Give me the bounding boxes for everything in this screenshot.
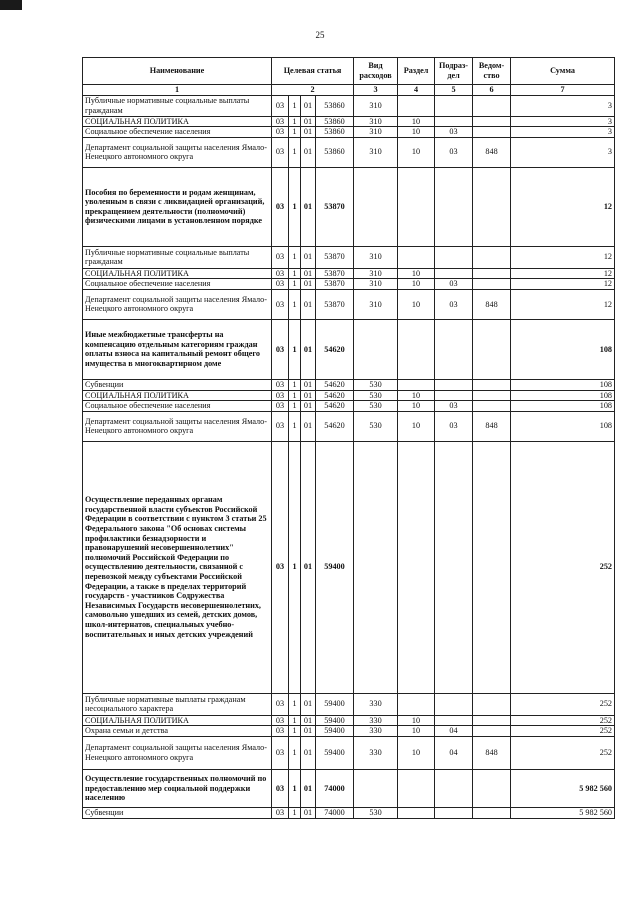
sum-cell: 5 982 560 bbox=[511, 769, 615, 807]
table-row bbox=[83, 769, 615, 807]
target-code-subprogram: 1 bbox=[289, 379, 301, 390]
sum-cell: 12 bbox=[511, 279, 615, 290]
target-code-direction: 53860 bbox=[316, 95, 354, 116]
section-cell: 10 bbox=[398, 390, 435, 401]
target-code-direction: 53870 bbox=[316, 268, 354, 279]
row-name: Социальное обеспечение населения bbox=[83, 127, 272, 138]
expense-type-cell: 530 bbox=[354, 411, 398, 441]
department-cell bbox=[473, 116, 511, 127]
row-name: Департамент социальной защиты населения Ямало-Ненецкого автономного округа bbox=[83, 289, 272, 319]
row-name: Пособия по беременности и родам женщинам, уволенным в связи с ликвидацией организаций, прекращением деятельности (полномочий) физическими лицами в установленном порядке bbox=[83, 167, 272, 246]
page-number: 25 bbox=[315, 30, 325, 40]
section-cell bbox=[398, 693, 435, 715]
target-code-direction: 59400 bbox=[316, 693, 354, 715]
expense-type-cell bbox=[354, 769, 398, 807]
subsection-cell bbox=[435, 390, 473, 401]
row-name: Субвенции bbox=[83, 379, 272, 390]
section-cell bbox=[398, 167, 435, 246]
target-code-event: 01 bbox=[301, 401, 316, 412]
column-number: 1 bbox=[83, 85, 272, 96]
target-code-subprogram: 1 bbox=[289, 319, 301, 379]
subsection-cell bbox=[435, 95, 473, 116]
section-cell: 10 bbox=[398, 715, 435, 726]
row-name: СОЦИАЛЬНАЯ ПОЛИТИКА bbox=[83, 268, 272, 279]
row-name: Департамент социальной защиты населения Ямало-Ненецкого автономного округа bbox=[83, 137, 272, 167]
target-code-event: 01 bbox=[301, 246, 316, 268]
department-cell bbox=[473, 379, 511, 390]
section-cell: 10 bbox=[398, 137, 435, 167]
expense-type-cell: 310 bbox=[354, 137, 398, 167]
table-row bbox=[83, 736, 615, 769]
target-code-event: 01 bbox=[301, 807, 316, 818]
target-code-event: 01 bbox=[301, 127, 316, 138]
header-department: Ведом-ство bbox=[473, 58, 511, 85]
target-code-subprogram: 1 bbox=[289, 726, 301, 737]
budget-table bbox=[82, 57, 615, 819]
table-row bbox=[83, 279, 615, 290]
department-cell: 848 bbox=[473, 411, 511, 441]
row-name: Иные межбюджетные трансферты на компенсацию отдельным категориям граждан оплаты взноса на капитальный ремонт общего имущества в многоквартирном доме bbox=[83, 319, 272, 379]
expense-type-cell: 330 bbox=[354, 715, 398, 726]
subsection-cell bbox=[435, 807, 473, 818]
subsection-cell bbox=[435, 167, 473, 246]
target-code-direction: 53870 bbox=[316, 167, 354, 246]
section-cell: 10 bbox=[398, 411, 435, 441]
table-row bbox=[83, 319, 615, 379]
column-number: 5 bbox=[435, 85, 473, 96]
expense-type-cell: 530 bbox=[354, 379, 398, 390]
subsection-cell bbox=[435, 715, 473, 726]
target-code-subprogram: 1 bbox=[289, 736, 301, 769]
subsection-cell: 03 bbox=[435, 127, 473, 138]
target-code-event: 01 bbox=[301, 715, 316, 726]
target-code-direction: 53860 bbox=[316, 127, 354, 138]
department-cell: 848 bbox=[473, 289, 511, 319]
column-number: 4 bbox=[398, 85, 435, 96]
table-row bbox=[83, 726, 615, 737]
target-code-event: 01 bbox=[301, 379, 316, 390]
target-code-subprogram: 1 bbox=[289, 268, 301, 279]
row-name: СОЦИАЛЬНАЯ ПОЛИТИКА bbox=[83, 390, 272, 401]
expense-type-cell: 310 bbox=[354, 279, 398, 290]
target-code-subprogram: 1 bbox=[289, 127, 301, 138]
target-code-subprogram: 1 bbox=[289, 137, 301, 167]
row-name: Публичные нормативные выплаты гражданам несоциального характера bbox=[83, 693, 272, 715]
target-code-event: 01 bbox=[301, 736, 316, 769]
table-row bbox=[83, 167, 615, 246]
target-code-direction: 54620 bbox=[316, 390, 354, 401]
row-name: СОЦИАЛЬНАЯ ПОЛИТИКА bbox=[83, 116, 272, 127]
subsection-cell: 03 bbox=[435, 279, 473, 290]
target-code-subprogram: 1 bbox=[289, 715, 301, 726]
target-code-subprogram: 1 bbox=[289, 693, 301, 715]
target-code-subprogram: 1 bbox=[289, 441, 301, 693]
target-code-program: 03 bbox=[272, 137, 289, 167]
subsection-cell bbox=[435, 319, 473, 379]
target-code-program: 03 bbox=[272, 289, 289, 319]
row-name: Департамент социальной защиты населения Ямало-Ненецкого автономного округа bbox=[83, 411, 272, 441]
sum-cell: 252 bbox=[511, 693, 615, 715]
department-cell: 848 bbox=[473, 736, 511, 769]
subsection-cell: 03 bbox=[435, 401, 473, 412]
section-cell: 10 bbox=[398, 736, 435, 769]
target-code-event: 01 bbox=[301, 726, 316, 737]
header-expense-type: Вид расходов bbox=[354, 58, 398, 85]
target-code-direction: 59400 bbox=[316, 441, 354, 693]
section-cell bbox=[398, 441, 435, 693]
department-cell bbox=[473, 279, 511, 290]
target-code-direction: 54620 bbox=[316, 401, 354, 412]
department-cell bbox=[473, 319, 511, 379]
target-code-program: 03 bbox=[272, 279, 289, 290]
expense-type-cell bbox=[354, 441, 398, 693]
scan-corner-mark bbox=[0, 0, 22, 10]
row-name: Социальное обеспечение населения bbox=[83, 401, 272, 412]
subsection-cell: 03 bbox=[435, 137, 473, 167]
subsection-cell bbox=[435, 441, 473, 693]
expense-type-cell: 530 bbox=[354, 401, 398, 412]
department-cell bbox=[473, 769, 511, 807]
subsection-cell: 04 bbox=[435, 726, 473, 737]
table-row bbox=[83, 268, 615, 279]
target-code-event: 01 bbox=[301, 411, 316, 441]
target-code-event: 01 bbox=[301, 441, 316, 693]
sum-cell: 252 bbox=[511, 736, 615, 769]
expense-type-cell: 310 bbox=[354, 268, 398, 279]
expense-type-cell bbox=[354, 319, 398, 379]
target-code-direction: 53870 bbox=[316, 289, 354, 319]
section-cell bbox=[398, 769, 435, 807]
target-code-direction: 59400 bbox=[316, 736, 354, 769]
header-target-article: Целевая статья bbox=[272, 58, 354, 85]
table-row bbox=[83, 137, 615, 167]
target-code-event: 01 bbox=[301, 769, 316, 807]
department-cell bbox=[473, 390, 511, 401]
sum-cell: 12 bbox=[511, 167, 615, 246]
target-code-direction: 74000 bbox=[316, 769, 354, 807]
expense-type-cell: 310 bbox=[354, 127, 398, 138]
department-cell bbox=[473, 441, 511, 693]
target-code-program: 03 bbox=[272, 95, 289, 116]
target-code-program: 03 bbox=[272, 715, 289, 726]
subsection-cell bbox=[435, 268, 473, 279]
table-row bbox=[83, 127, 615, 138]
sum-cell: 3 bbox=[511, 137, 615, 167]
department-cell bbox=[473, 726, 511, 737]
column-number: 6 bbox=[473, 85, 511, 96]
target-code-program: 03 bbox=[272, 268, 289, 279]
row-name: Публичные нормативные социальные выплаты гражданам bbox=[83, 246, 272, 268]
column-number: 7 bbox=[511, 85, 615, 96]
section-cell: 10 bbox=[398, 726, 435, 737]
subsection-cell bbox=[435, 693, 473, 715]
subsection-cell bbox=[435, 246, 473, 268]
section-cell bbox=[398, 379, 435, 390]
table-row bbox=[83, 441, 615, 693]
target-code-program: 03 bbox=[272, 726, 289, 737]
target-code-program: 03 bbox=[272, 167, 289, 246]
expense-type-cell: 330 bbox=[354, 736, 398, 769]
sum-cell: 108 bbox=[511, 401, 615, 412]
department-cell: 848 bbox=[473, 137, 511, 167]
sum-cell: 12 bbox=[511, 289, 615, 319]
target-code-program: 03 bbox=[272, 411, 289, 441]
target-code-direction: 53860 bbox=[316, 116, 354, 127]
table-row bbox=[83, 693, 615, 715]
target-code-program: 03 bbox=[272, 807, 289, 818]
department-cell bbox=[473, 127, 511, 138]
row-name: Осуществление переданных органам государственной власти субъектов Российской Федерации в соответствии с пунктом 3 статьи 25 Федерального закона "Об основах системы профилактики безнадзорности и правонарушений несовершеннолетних" полномочий Российской Федерации по осуществлению деятельности, связанной с перевозкой между субъектами Российской Федерации, а также в пределах территорий государств - участников Содружества Независимых Государств несовершеннолетних, самовольно ушедших из семей, детских домов, школ-интернатов, специальных учебно-воспитательных и иных детских учреждений bbox=[83, 441, 272, 693]
expense-type-cell: 310 bbox=[354, 95, 398, 116]
target-code-program: 03 bbox=[272, 127, 289, 138]
section-cell: 10 bbox=[398, 268, 435, 279]
department-cell bbox=[473, 246, 511, 268]
target-code-event: 01 bbox=[301, 268, 316, 279]
row-name: СОЦИАЛЬНАЯ ПОЛИТИКА bbox=[83, 715, 272, 726]
target-code-subprogram: 1 bbox=[289, 167, 301, 246]
sum-cell: 3 bbox=[511, 127, 615, 138]
department-cell bbox=[473, 401, 511, 412]
target-code-direction: 54620 bbox=[316, 319, 354, 379]
row-name: Публичные нормативные социальные выплаты гражданам bbox=[83, 95, 272, 116]
target-code-program: 03 bbox=[272, 736, 289, 769]
table-row bbox=[83, 715, 615, 726]
section-cell: 10 bbox=[398, 289, 435, 319]
target-code-subprogram: 1 bbox=[289, 401, 301, 412]
expense-type-cell: 530 bbox=[354, 390, 398, 401]
section-cell bbox=[398, 95, 435, 116]
target-code-subprogram: 1 bbox=[289, 289, 301, 319]
row-name: Субвенции bbox=[83, 807, 272, 818]
target-code-subprogram: 1 bbox=[289, 279, 301, 290]
target-code-subprogram: 1 bbox=[289, 390, 301, 401]
department-cell bbox=[473, 268, 511, 279]
target-code-subprogram: 1 bbox=[289, 807, 301, 818]
row-name: Департамент социальной защиты населения Ямало-Ненецкого автономного округа bbox=[83, 736, 272, 769]
header-name: Наименование bbox=[83, 58, 272, 85]
sum-cell: 12 bbox=[511, 246, 615, 268]
department-cell bbox=[473, 715, 511, 726]
section-cell bbox=[398, 807, 435, 818]
department-cell bbox=[473, 95, 511, 116]
expense-type-cell: 330 bbox=[354, 726, 398, 737]
target-code-program: 03 bbox=[272, 390, 289, 401]
subsection-cell: 04 bbox=[435, 736, 473, 769]
target-code-subprogram: 1 bbox=[289, 411, 301, 441]
target-code-direction: 59400 bbox=[316, 726, 354, 737]
row-name: Охрана семьи и детства bbox=[83, 726, 272, 737]
target-code-direction: 54620 bbox=[316, 379, 354, 390]
table-row bbox=[83, 289, 615, 319]
target-code-event: 01 bbox=[301, 279, 316, 290]
department-cell bbox=[473, 807, 511, 818]
target-code-subprogram: 1 bbox=[289, 95, 301, 116]
section-cell: 10 bbox=[398, 127, 435, 138]
section-cell bbox=[398, 319, 435, 379]
table-row bbox=[83, 95, 615, 116]
section-cell bbox=[398, 246, 435, 268]
header-section: Раздел bbox=[398, 58, 435, 85]
expense-type-cell: 330 bbox=[354, 693, 398, 715]
table-row bbox=[83, 116, 615, 127]
target-code-program: 03 bbox=[272, 319, 289, 379]
target-code-direction: 74000 bbox=[316, 807, 354, 818]
sum-cell: 12 bbox=[511, 268, 615, 279]
table-row bbox=[83, 379, 615, 390]
section-cell: 10 bbox=[398, 279, 435, 290]
subsection-cell bbox=[435, 116, 473, 127]
subsection-cell: 03 bbox=[435, 289, 473, 319]
department-cell bbox=[473, 167, 511, 246]
row-name: Социальное обеспечение населения bbox=[83, 279, 272, 290]
sum-cell: 3 bbox=[511, 116, 615, 127]
target-code-event: 01 bbox=[301, 167, 316, 246]
target-code-program: 03 bbox=[272, 441, 289, 693]
target-code-event: 01 bbox=[301, 390, 316, 401]
sum-cell: 252 bbox=[511, 441, 615, 693]
target-code-event: 01 bbox=[301, 289, 316, 319]
subsection-cell bbox=[435, 379, 473, 390]
expense-type-cell: 310 bbox=[354, 116, 398, 127]
column-number: 3 bbox=[354, 85, 398, 96]
sum-cell: 252 bbox=[511, 726, 615, 737]
target-code-event: 01 bbox=[301, 137, 316, 167]
expense-type-cell bbox=[354, 167, 398, 246]
target-code-event: 01 bbox=[301, 95, 316, 116]
table-row bbox=[83, 390, 615, 401]
expense-type-cell: 530 bbox=[354, 807, 398, 818]
subsection-cell: 03 bbox=[435, 411, 473, 441]
target-code-program: 03 bbox=[272, 401, 289, 412]
column-number: 2 bbox=[272, 85, 354, 96]
table-row bbox=[83, 246, 615, 268]
table-row bbox=[83, 411, 615, 441]
target-code-direction: 53870 bbox=[316, 279, 354, 290]
table-row bbox=[83, 807, 615, 818]
section-cell: 10 bbox=[398, 401, 435, 412]
target-code-program: 03 bbox=[272, 116, 289, 127]
target-code-program: 03 bbox=[272, 769, 289, 807]
target-code-event: 01 bbox=[301, 116, 316, 127]
target-code-subprogram: 1 bbox=[289, 769, 301, 807]
target-code-subprogram: 1 bbox=[289, 116, 301, 127]
header-sum: Сумма bbox=[511, 58, 615, 85]
sum-cell: 108 bbox=[511, 390, 615, 401]
sum-cell: 5 982 560 bbox=[511, 807, 615, 818]
target-code-direction: 53860 bbox=[316, 137, 354, 167]
target-code-direction: 59400 bbox=[316, 715, 354, 726]
sum-cell: 108 bbox=[511, 319, 615, 379]
target-code-program: 03 bbox=[272, 246, 289, 268]
target-code-program: 03 bbox=[272, 693, 289, 715]
sum-cell: 108 bbox=[511, 411, 615, 441]
target-code-direction: 53870 bbox=[316, 246, 354, 268]
header-subsection: Подраз-дел bbox=[435, 58, 473, 85]
row-name: Осуществление государственных полномочий по предоставлению мер социальной поддержки населению bbox=[83, 769, 272, 807]
target-code-direction: 54620 bbox=[316, 411, 354, 441]
target-code-event: 01 bbox=[301, 693, 316, 715]
sum-cell: 108 bbox=[511, 379, 615, 390]
sum-cell: 3 bbox=[511, 95, 615, 116]
section-cell: 10 bbox=[398, 116, 435, 127]
sum-cell: 252 bbox=[511, 715, 615, 726]
target-code-subprogram: 1 bbox=[289, 246, 301, 268]
expense-type-cell: 310 bbox=[354, 289, 398, 319]
target-code-program: 03 bbox=[272, 379, 289, 390]
target-code-event: 01 bbox=[301, 319, 316, 379]
subsection-cell bbox=[435, 769, 473, 807]
table-row bbox=[83, 401, 615, 412]
expense-type-cell: 310 bbox=[354, 246, 398, 268]
department-cell bbox=[473, 693, 511, 715]
